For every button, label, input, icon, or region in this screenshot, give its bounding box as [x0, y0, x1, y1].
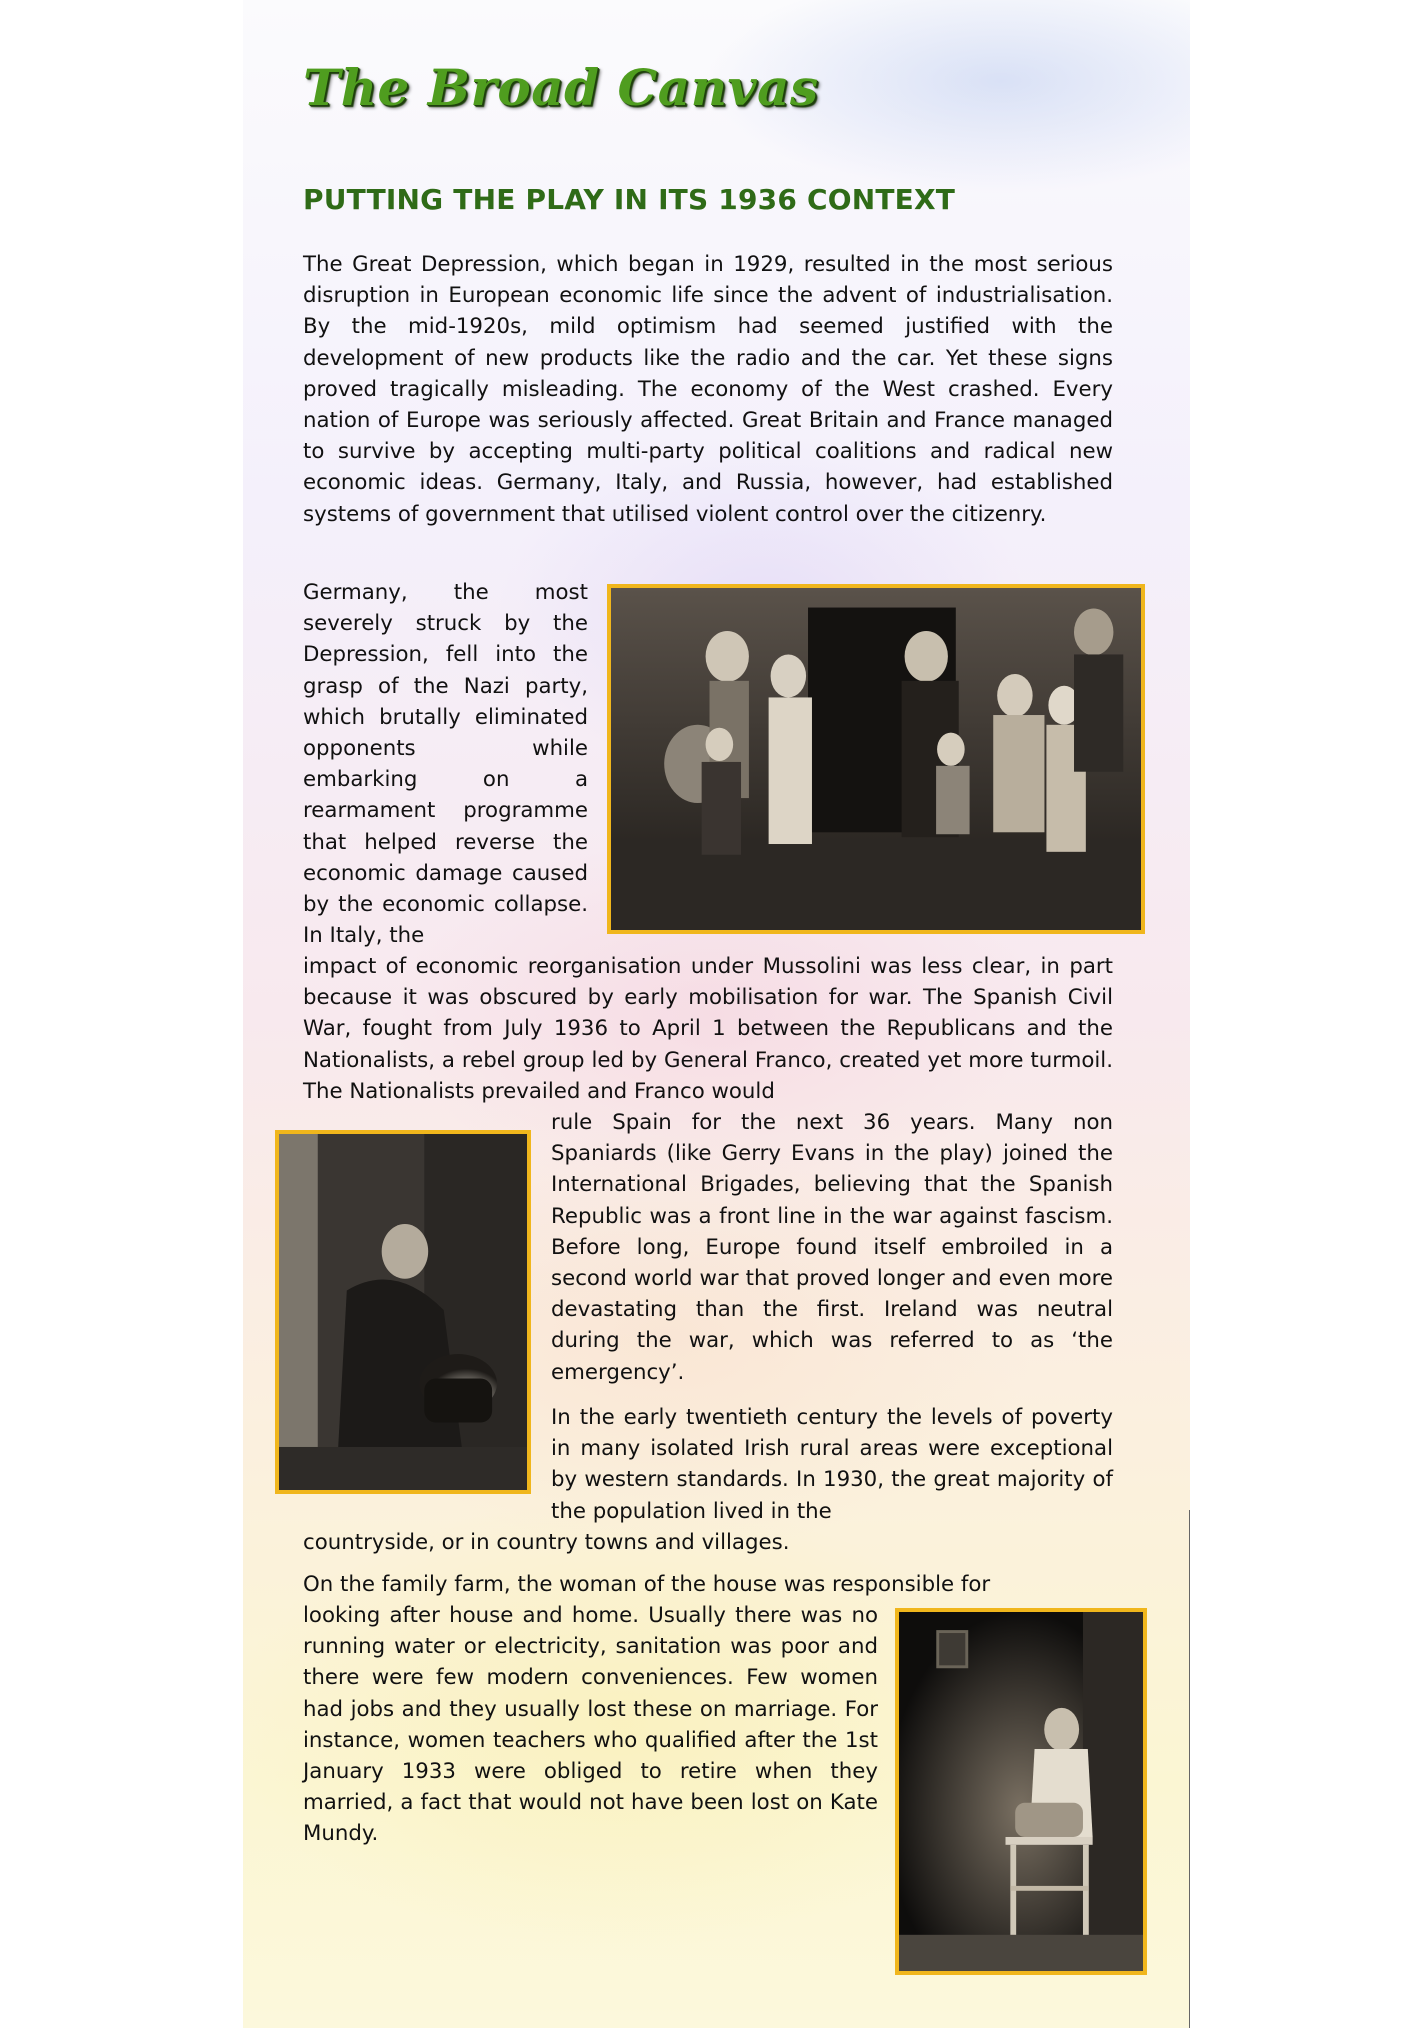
paragraph-poverty-end: countryside, or in country towns and villages. [303, 1530, 790, 1555]
paragraph-spain-rule: rule Spain for the next 36 years. Many non Spaniards (like Gerry Evans in the play) joined the International Brigades, believing that the Spanish Republic was a front line in the war against fascism. Before long, Europe found itself embroiled in a second world war that proved longer and even more devastating than the first. Ireland was neutral during the war, which was referred to as ‘the emergency’. [551, 1110, 1113, 1385]
woman-washing-photo [895, 1608, 1147, 1975]
page-title: The Broad Canvas [303, 58, 819, 117]
woman-washing-photo-image [899, 1612, 1143, 1971]
paragraph-italy-spain: impact of economic reorganisation under Mussolini was less clear, in part because it was obscured by early mobilisation for war. The Spanish Civil War, fought from July 1936 to April 1 between the Republicans and the Nationalists, a rebel group led by General Franco, created yet more turmoil. The Nationalists prevailed and Franco would [303, 954, 1113, 1104]
paragraph-farm: looking after house and home. Usually there was no running water or electricity, sanitation was poor and there were few modern conveniences. Few women had jobs and they usually lost these on marriage. For instance, women teachers who qualified after the 1st January 1933 were obliged to retire when they married, a fact that would not have been lost on Kate Mundy. [303, 1603, 878, 1847]
paragraph-farm-start: On the family farm, the woman of the house was responsible for [303, 1572, 991, 1597]
paragraph-poverty-start: In the early twentieth century the levels of poverty in many isolated Irish rural areas were exceptional by western standards. In 1930, the great majority of the population lived in the [551, 1405, 1113, 1524]
woman-cooking-photo [275, 1130, 531, 1494]
woman-cooking-photo-image [279, 1134, 527, 1490]
family-photo [607, 584, 1145, 934]
paragraph-germany-start: Germany, the most severely struck by the Depression, fell into the grasp of the Nazi party, which brutally eliminated opponents while embarking on a rearmament programme that helped reverse the economic damage caused by the economic collapse. In Italy, the [303, 580, 588, 949]
family-photo-image [611, 588, 1141, 930]
paragraph-depression: The Great Depression, which began in 1929, resulted in the most serious disruption in European economic life since the advent of industrialisation. By the mid-1920s, mild optimism had seemed justified with the development of new products like the radio and the car. Yet these signs proved tragically misleading. The economy of the West crashed. Every nation of Europe was seriously affected. Great Britain and France managed to survive by accepting multi-party political coalitions and radical new economic ideas. Germany, Italy, and Russia, however, had established systems of government that utilised violent control over the citizenry. [303, 252, 1113, 527]
page [243, 0, 1190, 2028]
section-heading: PUTTING THE PLAY IN ITS 1936 CONTEXT [303, 183, 956, 216]
edge-rule [1189, 1510, 1190, 2028]
